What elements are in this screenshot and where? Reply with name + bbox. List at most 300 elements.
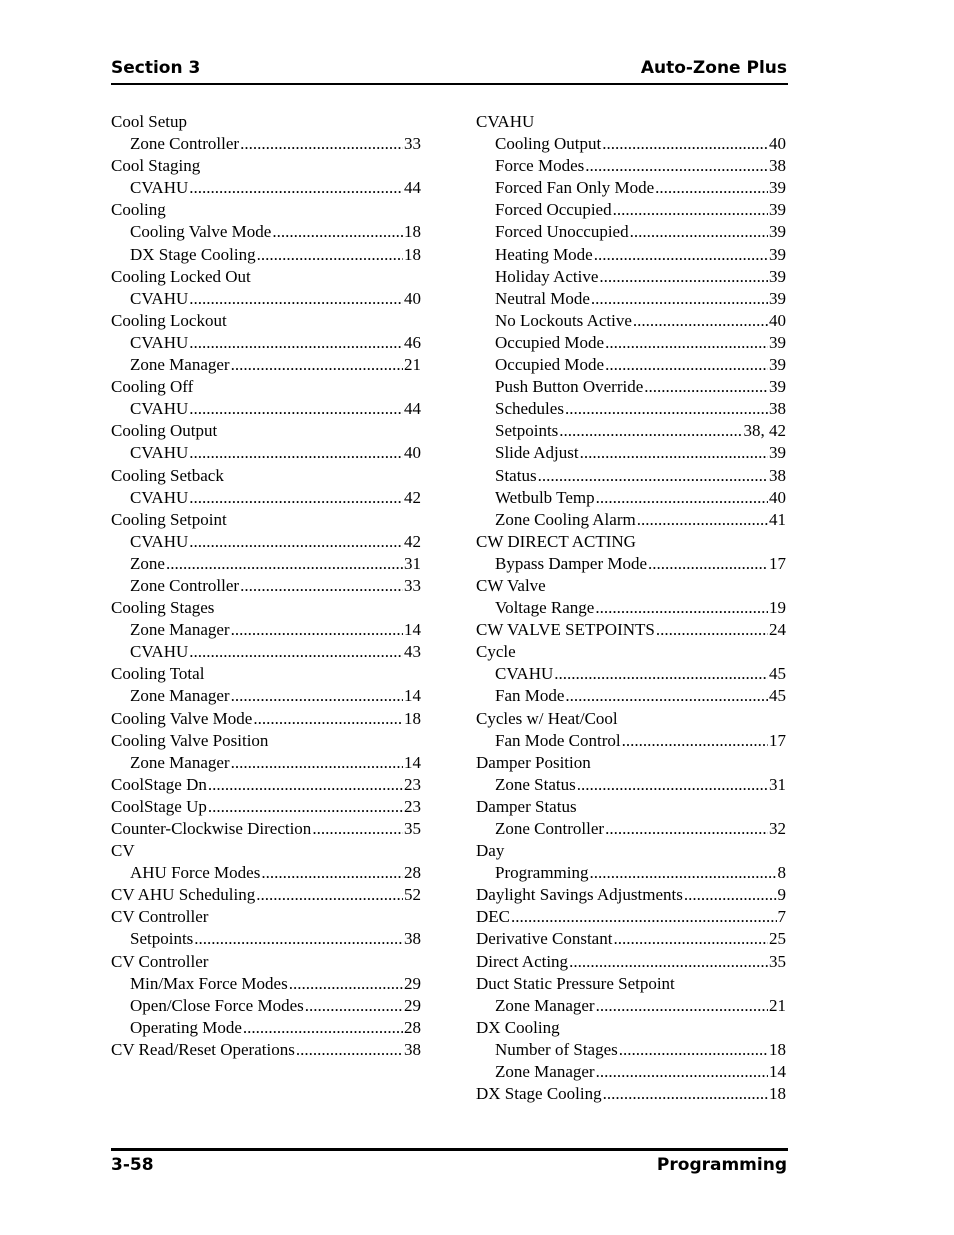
index-term: Setpoints	[495, 421, 559, 441]
index-term: Occupied Mode	[495, 332, 605, 352]
index-entry	[111, 509, 421, 531]
index-page-ref: 35	[404, 819, 421, 838]
index-term: Fan Mode Control	[495, 730, 621, 750]
index-page-ref: 44	[404, 178, 421, 198]
header-rule	[111, 83, 788, 85]
index-page-ref: 43	[404, 642, 421, 662]
index-page-ref: 39	[769, 244, 786, 264]
index-page-ref: 38	[404, 1039, 421, 1059]
index-subentry	[111, 685, 421, 707]
index-subentry	[476, 818, 786, 840]
index-entry	[111, 420, 421, 442]
index-term: Zone Status	[495, 774, 576, 794]
index-entry	[111, 818, 421, 840]
index-term: Open/Close Force Modes	[130, 995, 304, 1015]
index-subentry	[476, 221, 786, 243]
index-page-ref: 8	[777, 863, 786, 883]
dot-leader	[231, 619, 403, 641]
index-term: CVAHU	[130, 531, 189, 551]
index-entry	[476, 796, 786, 818]
dot-leader	[189, 641, 403, 663]
dot-leader	[605, 818, 768, 840]
index-term: Push Button Override	[495, 377, 644, 397]
index-page-ref: 23	[404, 796, 421, 816]
index-subentry	[111, 928, 421, 950]
index-page-ref: 29	[404, 995, 421, 1015]
index-term: Counter-Clockwise Direction	[111, 819, 312, 838]
index-subentry	[476, 1039, 786, 1061]
index-term: Cool Staging	[111, 156, 201, 176]
index-page-ref: 9	[777, 885, 786, 905]
index-page-ref: 39	[769, 178, 786, 198]
index-term: Programming	[495, 863, 589, 883]
dot-leader	[622, 730, 768, 752]
dot-leader	[189, 487, 403, 509]
index-page-ref: 25	[769, 929, 786, 949]
dot-leader	[240, 575, 403, 597]
dot-leader	[590, 862, 777, 884]
dot-leader	[189, 398, 403, 420]
index-subentry	[476, 266, 786, 288]
index-entry	[476, 111, 786, 133]
index-entry	[476, 708, 786, 730]
dot-leader	[554, 663, 768, 685]
index-subentry	[476, 420, 786, 442]
index-term: Zone Controller	[495, 819, 605, 838]
index-term: Min/Max Force Modes	[130, 973, 288, 993]
index-page-ref: 39	[769, 377, 786, 397]
index-term: Direct Acting	[476, 951, 569, 971]
index-entry	[111, 663, 421, 685]
index-term: Cooling Setpoint	[111, 509, 227, 529]
index-page-ref: 33	[404, 575, 421, 595]
index-term: No Lockouts Active	[495, 310, 632, 330]
index-entry	[476, 531, 786, 553]
index-page-ref: 24	[769, 620, 786, 640]
index-term: CVAHU	[130, 178, 189, 198]
dot-leader	[565, 685, 768, 707]
index-term: Zone Manager	[495, 995, 595, 1015]
index-term: CVAHU	[476, 112, 535, 131]
dot-leader	[613, 928, 768, 950]
index-subentry	[111, 133, 421, 155]
dot-leader	[591, 288, 768, 310]
index-page-ref: 18	[769, 1039, 786, 1059]
index-subentry	[476, 244, 786, 266]
index-page-ref: 45	[769, 686, 786, 706]
index-subentry	[111, 332, 421, 354]
index-subentry	[111, 641, 421, 663]
index-term: Damper Status	[476, 796, 577, 816]
index-term: CoolStage Up	[111, 796, 207, 816]
index-subentry	[111, 531, 421, 553]
dot-leader	[538, 465, 768, 487]
index-term: CW DIRECT ACTING	[476, 531, 636, 551]
index-subentry	[476, 663, 786, 685]
index-entry	[111, 840, 421, 862]
index-subentry	[476, 354, 786, 376]
index-entry	[111, 111, 421, 133]
index-term: Voltage Range	[495, 598, 595, 618]
index-term: Daylight Savings Adjustments	[476, 885, 683, 905]
index-subentry	[476, 310, 786, 332]
index-subentry	[476, 685, 786, 707]
index-subentry	[476, 398, 786, 420]
index-subentry	[476, 730, 786, 752]
index-term: Cool Setup	[111, 112, 188, 131]
index-page-ref: 39	[769, 443, 786, 463]
index-page-ref: 28	[404, 863, 421, 883]
index-term: Force Modes	[495, 156, 585, 176]
index-page-ref: 29	[404, 973, 421, 993]
page-footer	[111, 1155, 787, 1175]
index-term: Cycle	[476, 642, 516, 662]
dot-leader	[596, 1061, 768, 1083]
index-term: Zone Manager	[130, 686, 230, 706]
index-page-ref: 38	[404, 929, 421, 949]
dot-leader	[243, 1017, 403, 1039]
index-page-ref: 46	[404, 332, 421, 352]
index-entry	[476, 973, 786, 995]
index-subentry	[111, 177, 421, 199]
dot-leader	[655, 177, 768, 199]
index-term: Holiday Active	[495, 266, 599, 286]
index-subentry	[476, 597, 786, 619]
index-term: Fan Mode	[495, 686, 565, 706]
index-page-ref: 23	[404, 774, 421, 794]
index-entry	[111, 774, 421, 796]
dot-leader	[656, 619, 768, 641]
index-term: Zone Manager	[130, 355, 230, 375]
index-entry	[111, 906, 421, 928]
dot-leader	[208, 774, 403, 796]
index-term: Cooling Total	[111, 664, 205, 684]
index-term: CVAHU	[130, 642, 189, 662]
index-page-ref: 38	[769, 156, 786, 176]
dot-leader	[644, 376, 768, 398]
index-term: Bypass Damper Mode	[495, 553, 648, 573]
index-page-ref: 14	[404, 686, 421, 706]
index-term: Cooling Setback	[111, 465, 224, 485]
dot-leader	[569, 951, 768, 973]
index-subentry	[111, 553, 421, 575]
index-page-ref: 18	[404, 244, 421, 264]
index-entry	[476, 906, 786, 928]
index-page-ref: 32	[769, 819, 786, 838]
index-term: Cooling	[111, 200, 166, 220]
index-term: Wetbulb Temp	[495, 487, 595, 507]
dot-leader	[613, 199, 768, 221]
dot-leader	[559, 420, 742, 442]
index-subentry	[111, 619, 421, 641]
dot-leader	[577, 774, 768, 796]
index-page-ref: 18	[404, 222, 421, 242]
index-page-ref: 40	[404, 288, 421, 308]
dot-leader	[261, 862, 403, 884]
dot-leader	[630, 221, 768, 243]
index-page-ref: 40	[769, 310, 786, 330]
index-page-ref: 18	[769, 1084, 786, 1104]
index-page-ref: 40	[769, 134, 786, 154]
index-page-ref: 41	[769, 509, 786, 529]
dot-leader	[189, 332, 403, 354]
dot-leader	[231, 752, 403, 774]
index-entry	[476, 575, 786, 597]
index-subentry	[476, 199, 786, 221]
index-subentry	[476, 1061, 786, 1083]
index-subentry	[476, 177, 786, 199]
index-entry	[111, 310, 421, 332]
index-subentry	[111, 221, 421, 243]
index-page-ref: 19	[769, 598, 786, 618]
index-subentry	[111, 995, 421, 1017]
dot-leader	[253, 708, 403, 730]
index-entry	[111, 376, 421, 398]
index-subentry	[476, 862, 786, 884]
index-term: CVAHU	[495, 664, 554, 684]
index-subentry	[111, 354, 421, 376]
index-page-ref: 39	[769, 200, 786, 220]
index-page-ref: 44	[404, 399, 421, 419]
index-term: CVAHU	[130, 332, 189, 352]
index-page-ref: 38	[769, 399, 786, 419]
index-subentry	[476, 774, 786, 796]
index-entry	[111, 708, 421, 730]
index-entry	[476, 619, 786, 641]
index-term: Zone Manager	[130, 620, 230, 640]
dot-leader	[231, 354, 403, 376]
index-term: Cooling Valve Mode	[130, 222, 272, 242]
index-page-ref: 31	[769, 774, 786, 794]
index-term: Cooling Valve Position	[111, 730, 269, 750]
index-page-ref: 17	[769, 553, 786, 573]
index-term: Zone Manager	[130, 752, 230, 772]
index-page-ref: 39	[769, 355, 786, 375]
index-term: DX Stage Cooling	[476, 1084, 602, 1104]
index-entry	[111, 266, 421, 288]
index-page-ref: 33	[404, 134, 421, 154]
index-subentry	[476, 376, 786, 398]
index-page-ref: 28	[404, 1017, 421, 1037]
index-entry	[111, 1039, 421, 1061]
index-entry	[111, 465, 421, 487]
index-term: Status	[495, 465, 537, 485]
page-number: 3-58	[111, 1155, 154, 1175]
index-subentry	[476, 288, 786, 310]
dot-leader	[231, 685, 403, 707]
index-page-ref: 42	[404, 531, 421, 551]
index-term: Duct Static Pressure Setpoint	[476, 973, 675, 993]
index-term: Cooling Lockout	[111, 310, 227, 330]
index-entry	[476, 1017, 786, 1039]
index-page-ref: 18	[404, 708, 421, 728]
index-term: CV Read/Reset Operations	[111, 1039, 295, 1059]
index-subentry	[111, 442, 421, 464]
index-entry	[476, 752, 786, 774]
dot-leader	[289, 973, 403, 995]
index-term: Day	[476, 841, 505, 861]
index-subentry	[476, 332, 786, 354]
index-entry	[111, 730, 421, 752]
index-page-ref: 39	[769, 266, 786, 286]
index-term: CVAHU	[130, 399, 189, 419]
dot-leader	[189, 288, 403, 310]
index-subentry	[111, 575, 421, 597]
index-column-left	[111, 111, 421, 1061]
index-entry	[476, 928, 786, 950]
index-page-ref: 40	[769, 487, 786, 507]
index-term: CVAHU	[130, 288, 189, 308]
product-title: Auto-Zone Plus	[640, 58, 787, 78]
index-term: Slide Adjust	[495, 443, 579, 463]
dot-leader	[605, 332, 768, 354]
index-term: Occupied Mode	[495, 355, 605, 375]
index-term: Cooling Valve Mode	[111, 708, 253, 728]
dot-leader	[599, 266, 768, 288]
index-term: CW VALVE SETPOINTS	[476, 620, 655, 640]
index-page-ref: 14	[404, 752, 421, 772]
index-page-ref: 21	[404, 355, 421, 375]
index-page-ref: 38	[769, 465, 786, 485]
index-column-right	[476, 111, 786, 1105]
chapter-title: Programming	[656, 1155, 787, 1175]
index-page-ref: 38, 42	[743, 421, 786, 441]
index-term: Setpoints	[130, 929, 194, 949]
index-term: Cooling Locked Out	[111, 266, 251, 286]
index-term: AHU Force Modes	[130, 863, 261, 883]
dot-leader	[312, 818, 403, 840]
index-page-ref: 17	[769, 730, 786, 750]
dot-leader	[256, 884, 403, 906]
index-term: Damper Position	[476, 752, 591, 772]
index-term: Neutral Mode	[495, 288, 590, 308]
index-entry	[111, 951, 421, 973]
dot-leader	[272, 221, 403, 243]
index-term: Zone Controller	[130, 575, 240, 595]
dot-leader	[580, 442, 768, 464]
index-subentry	[476, 133, 786, 155]
index-term: CV	[111, 841, 135, 861]
index-term: Zone Controller	[130, 134, 240, 154]
dot-leader	[585, 155, 768, 177]
index-page-ref: 35	[769, 951, 786, 971]
index-entry	[111, 597, 421, 619]
index-subentry	[111, 862, 421, 884]
index-term: Cooling Stages	[111, 598, 215, 618]
index-term: Cooling Output	[495, 134, 602, 154]
index-term: DX Cooling	[476, 1017, 560, 1037]
index-term: CVAHU	[130, 487, 189, 507]
dot-leader	[305, 995, 403, 1017]
index-page-ref: 52	[404, 885, 421, 905]
index-term: Operating Mode	[130, 1017, 242, 1037]
dot-leader	[648, 553, 768, 575]
dot-leader	[565, 398, 768, 420]
index-term: Forced Occupied	[495, 200, 612, 220]
index-term: Number of Stages	[495, 1039, 618, 1059]
dot-leader	[511, 906, 777, 928]
index-entry	[111, 155, 421, 177]
index-subentry	[476, 487, 786, 509]
index-term: CW Valve	[476, 575, 546, 595]
index-subentry	[111, 288, 421, 310]
index-page-ref: 31	[404, 553, 421, 573]
index-term: Zone Manager	[495, 1062, 595, 1082]
index-entry	[111, 796, 421, 818]
index-subentry	[476, 509, 786, 531]
dot-leader	[240, 133, 403, 155]
index-page-ref: 7	[777, 907, 786, 927]
index-term: Forced Fan Only Mode	[495, 178, 655, 198]
index-entry	[476, 884, 786, 906]
dot-leader	[633, 310, 768, 332]
index-subentry	[111, 244, 421, 266]
index-subentry	[111, 1017, 421, 1039]
dot-leader	[605, 354, 768, 376]
dot-leader	[189, 531, 403, 553]
index-subentry	[476, 442, 786, 464]
index-term: CV Controller	[111, 951, 209, 971]
dot-leader	[194, 928, 403, 950]
index-term: Derivative Constant	[476, 929, 613, 949]
index-subentry	[111, 973, 421, 995]
index-term: CoolStage Dn	[111, 774, 207, 794]
index-subentry	[476, 155, 786, 177]
index-page-ref: 39	[769, 332, 786, 352]
index-page-ref: 39	[769, 288, 786, 308]
section-label: Section 3	[111, 58, 201, 78]
index-page-ref: 14	[769, 1062, 786, 1082]
index-entry	[476, 951, 786, 973]
dot-leader	[619, 1039, 768, 1061]
index-term: Zone Cooling Alarm	[495, 509, 636, 529]
index-term: Heating Mode	[495, 244, 593, 264]
index-page-ref: 14	[404, 620, 421, 640]
index-entry	[111, 884, 421, 906]
index-entry	[476, 641, 786, 663]
dot-leader	[603, 1083, 768, 1105]
dot-leader	[596, 487, 768, 509]
dot-leader	[602, 133, 768, 155]
index-subentry	[111, 752, 421, 774]
index-subentry	[476, 553, 786, 575]
index-entry	[476, 840, 786, 862]
dot-leader	[594, 244, 768, 266]
index-term: CVAHU	[130, 443, 189, 463]
index-term: Schedules	[495, 399, 564, 419]
index-term: Zone	[130, 553, 165, 573]
dot-leader	[166, 553, 403, 575]
dot-leader	[595, 597, 768, 619]
dot-leader	[208, 796, 403, 818]
index-term: DEC	[476, 907, 510, 927]
index-page-ref: 40	[404, 443, 421, 463]
index-term: Cooling Output	[111, 421, 218, 441]
index-term: Forced Unoccupied	[495, 222, 629, 242]
index-subentry	[111, 398, 421, 420]
index-term: Cycles w/ Heat/Cool	[476, 708, 618, 728]
index-entry	[111, 199, 421, 221]
dot-leader	[596, 995, 768, 1017]
index-page-ref: 45	[769, 664, 786, 684]
index-term: CV AHU Scheduling	[111, 885, 256, 905]
dot-leader	[189, 442, 403, 464]
index-subentry	[111, 487, 421, 509]
index-term: DX Stage Cooling	[130, 244, 256, 264]
dot-leader	[257, 244, 403, 266]
index-page-ref: 21	[769, 995, 786, 1015]
index-term: Cooling Off	[111, 377, 194, 397]
